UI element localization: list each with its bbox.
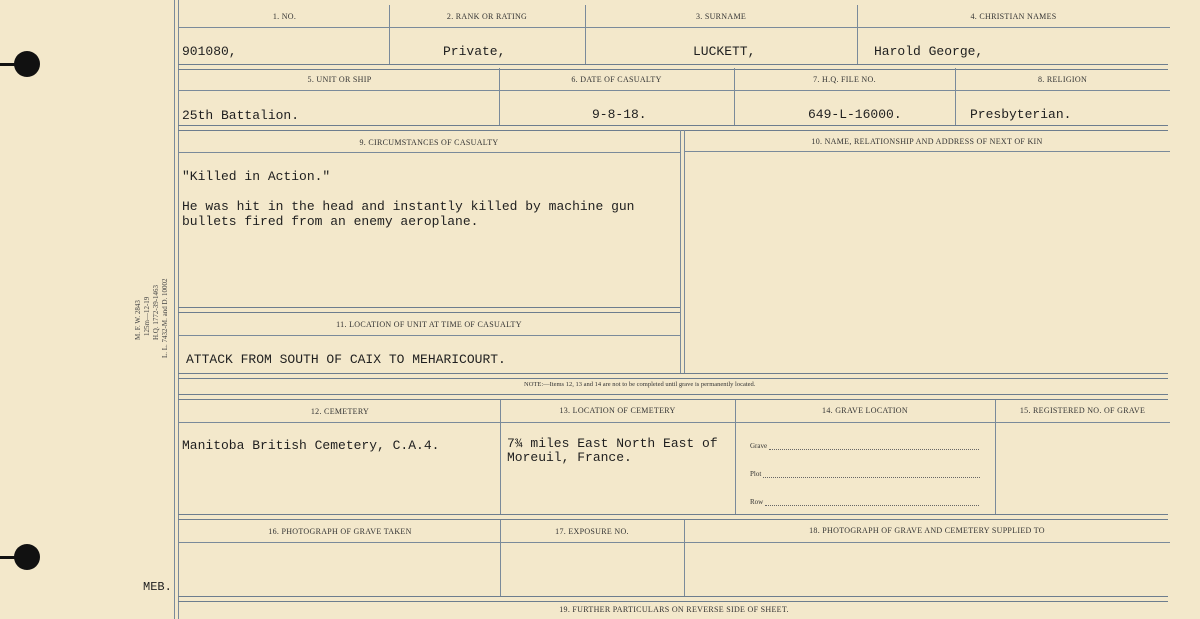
value-cemetery: Manitoba British Cemetery, C.A.4. xyxy=(182,438,440,453)
rule xyxy=(178,394,1168,400)
rule xyxy=(178,542,1170,543)
value-unit: 25th Battalion. xyxy=(182,108,300,123)
rule xyxy=(178,307,680,313)
label-exposure-no: 17. EXPOSURE NO. xyxy=(555,527,629,536)
value-christian-names: Harold George, xyxy=(874,44,984,59)
label-cemetery: 12. CEMETERY xyxy=(310,407,370,416)
plot-field-label: Plot xyxy=(750,470,762,478)
rule xyxy=(500,400,501,515)
side-code-4: L. L. 7432-M. and D. 10002 xyxy=(161,278,169,358)
label-surname: 3. SURNAME xyxy=(695,12,747,21)
rule xyxy=(684,151,1170,152)
label-grave-location: 14. GRAVE LOCATION xyxy=(822,406,908,415)
dotted-line xyxy=(765,505,979,506)
plot-field xyxy=(750,470,980,478)
value-surname: LUCKETT, xyxy=(693,44,756,59)
value-circumstances-line2: He was hit in the head and instantly killed by machine gun xyxy=(182,199,635,214)
dotted-line xyxy=(769,449,979,450)
rule xyxy=(178,125,1168,131)
value-no: 901080, xyxy=(182,44,237,59)
value-circumstances-line3: bullets fired from an enemy aeroplane. xyxy=(182,214,479,229)
value-rank: Private, xyxy=(443,44,506,59)
side-code-3: H.Q. 1772-39-1463 xyxy=(152,284,160,340)
label-circumstances: 9. CIRCUMSTANCES OF CASUALTY xyxy=(359,138,499,147)
label-registered-no: 15. REGISTERED NO. OF GRAVE xyxy=(1019,406,1146,415)
rule xyxy=(178,514,1168,520)
rule xyxy=(178,64,1168,70)
value-religion: Presbyterian. xyxy=(970,107,1072,122)
label-religion: 8. RELIGION xyxy=(1037,75,1088,84)
dotted-line xyxy=(763,477,980,478)
rule xyxy=(178,596,1168,602)
value-date: 9-8-18. xyxy=(592,107,647,122)
label-photo-taken: 16. PHOTOGRAPH OF GRAVE TAKEN xyxy=(268,527,412,536)
punch-hole-top-bar xyxy=(0,63,20,66)
rule xyxy=(178,335,680,336)
rule xyxy=(680,130,681,374)
label-rank: 2. RANK OR RATING xyxy=(446,12,528,21)
value-circumstances-line1: "Killed in Action." xyxy=(182,169,331,184)
label-hq-file: 7. H.Q. FILE NO. xyxy=(813,75,876,84)
grave-field-label: Grave xyxy=(750,442,768,450)
rule xyxy=(735,400,736,515)
rule xyxy=(995,400,996,515)
grave-field xyxy=(750,442,979,450)
row-field xyxy=(750,498,979,506)
label-cemetery-location: 13. LOCATION OF CEMETERY xyxy=(559,406,676,415)
label-next-of-kin: 10. NAME, RELATIONSHIP AND ADDRESS OF NEXT OF KIN xyxy=(811,137,1043,146)
value-location-unit: ATTACK FROM SOUTH OF CAIX TO MEHARICOURT. xyxy=(186,352,506,367)
rule xyxy=(178,373,1168,379)
value-cemetery-location-line1: 7¾ miles East North East of xyxy=(507,436,718,451)
label-location-unit: 11. LOCATION OF UNIT AT TIME OF CASUALTY xyxy=(336,320,522,329)
label-photo-supplied: 18. PHOTOGRAPH OF GRAVE AND CEMETERY SUPPLIED TO xyxy=(809,526,1045,535)
label-further-particulars: 19. FURTHER PARTICULARS ON REVERSE SIDE OF SHEET. xyxy=(559,605,789,614)
margin-line-left xyxy=(174,0,175,619)
meb-initials: MEB. xyxy=(143,580,172,594)
note-items-12-14: NOTE:—Items 12, 13 and 14 are not to be completed until grave is permanently located. xyxy=(524,381,756,388)
value-hq-file: 649-L-16000. xyxy=(808,107,902,122)
rule xyxy=(178,152,680,153)
rule xyxy=(684,130,685,374)
label-christian-names: 4. CHRISTIAN NAMES xyxy=(970,12,1057,21)
side-code-1: M. F. W. 2843 xyxy=(134,300,142,340)
label-date: 6. DATE OF CASUALTY xyxy=(571,75,662,84)
rule xyxy=(178,27,1170,28)
value-cemetery-location-line2: Moreuil, France. xyxy=(507,450,632,465)
side-code-2: 125m—12-19 xyxy=(143,296,151,336)
rule xyxy=(178,90,1170,91)
label-no: 1. NO. xyxy=(272,12,297,21)
row-field-label: Row xyxy=(750,498,764,506)
punch-hole-bottom-bar xyxy=(0,556,20,559)
label-unit: 5. UNIT OR SHIP xyxy=(307,75,372,84)
rule xyxy=(178,422,1170,423)
